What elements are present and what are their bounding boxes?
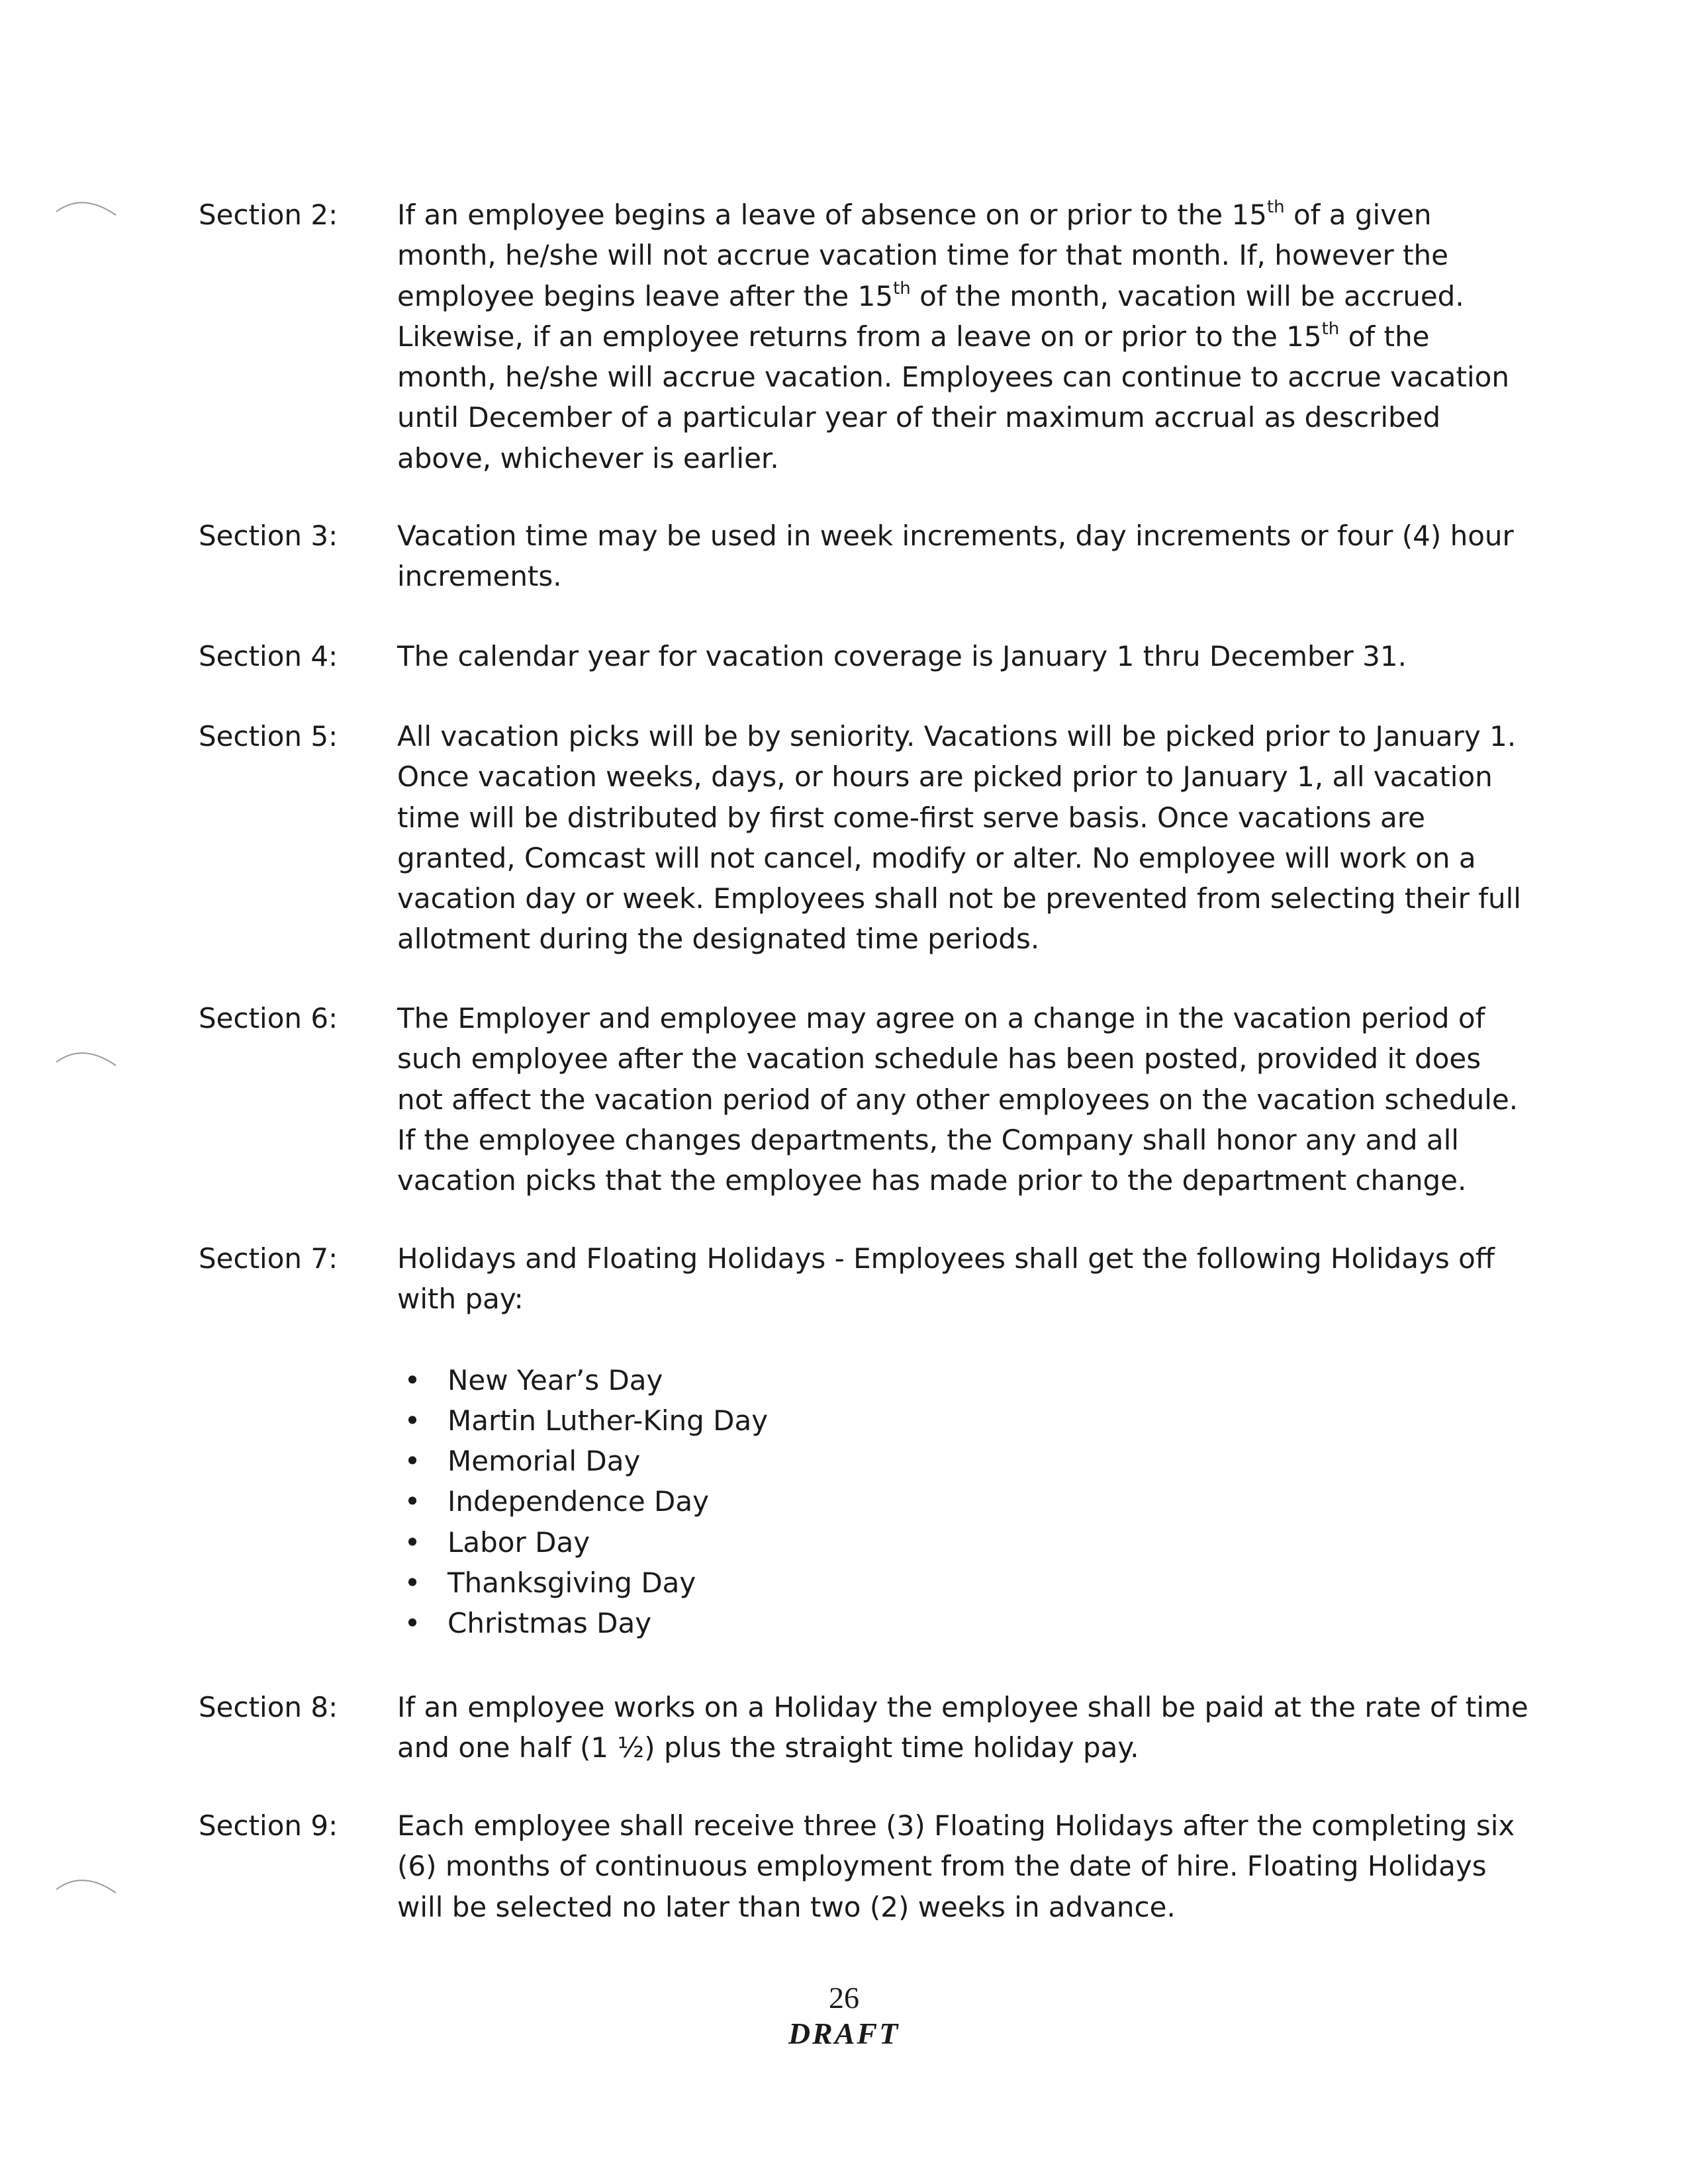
punch-mark xyxy=(53,1870,126,1896)
text-line: If the employee changes departments, the Company shall honor any and all xyxy=(397,1123,1459,1156)
text-line: month, he/she will accrue vacation. Employees can continue to accrue vacation xyxy=(397,361,1509,394)
bullet-icon: • xyxy=(404,1485,421,1518)
text-line: If an employee begins a leave of absence on or prior to the 15th of a given xyxy=(397,197,1432,231)
text-line: Each employee shall receive three (3) Floating Holidays after the completing six xyxy=(397,1809,1515,1842)
punch-mark xyxy=(53,192,126,218)
text-line: until December of a particular year of their maximum accrual as described xyxy=(397,401,1441,434)
text-line: time will be distributed by first come-first serve basis. Once vacations are xyxy=(397,801,1425,834)
bullet-icon: • xyxy=(404,1525,421,1559)
section-text xyxy=(397,716,1521,960)
text-line: above, whichever is earlier. xyxy=(397,441,779,475)
text-line: with pay: xyxy=(397,1283,524,1316)
section-label: Section 9: xyxy=(199,1809,338,1842)
section-4 xyxy=(199,636,1496,676)
text-line: granted, Comcast will not cancel, modify or alter. No employee will work on a xyxy=(397,841,1476,874)
section-label: Section 5: xyxy=(199,720,338,752)
section-label: Section 2: xyxy=(199,199,338,231)
text-line: and one half (1 ½) plus the straight time holiday pay. xyxy=(397,1731,1139,1764)
holiday-list xyxy=(397,1360,1496,1644)
list-item: • Labor Day xyxy=(397,1522,1496,1563)
section-3 xyxy=(199,516,1514,597)
text-line: employee begins leave after the 15th of the month, vacation will be accrued. xyxy=(397,278,1464,312)
text-line: month, he/she will not accrue vacation time for that month. If, however the xyxy=(397,239,1449,272)
text-line: Holidays and Floating Holidays - Employees shall get the following Holidays off xyxy=(397,1242,1495,1275)
section-label: Section 6: xyxy=(199,1002,338,1034)
bullet-icon: • xyxy=(404,1445,421,1478)
section-5 xyxy=(199,716,1521,960)
text-line: not affect the vacation period of any other employees on the vacation schedule. xyxy=(397,1083,1519,1116)
text-line: will be selected no later than two (2) weeks in advance. xyxy=(397,1890,1176,1923)
text-line: If an employee works on a Holiday the employee shall be paid at the rate of time xyxy=(397,1691,1528,1723)
section-6 xyxy=(199,998,1519,1201)
bullet-icon: • xyxy=(404,1567,421,1600)
section-label: Section 4: xyxy=(199,640,338,672)
section-text xyxy=(397,1238,1496,1644)
page-number: 26 xyxy=(829,1981,859,2015)
bullet-icon: • xyxy=(404,1363,421,1396)
section-text xyxy=(397,195,1509,478)
draft-label: DRAFT xyxy=(788,2017,900,2050)
text-line: All vacation picks will be by seniority. Vacations will be picked prior to January 1. xyxy=(397,720,1517,752)
bullet-icon: • xyxy=(404,1404,421,1437)
text-line: Once vacation weeks, days, or hours are picked prior to January 1, all vacation xyxy=(397,760,1493,794)
text-line: vacation day or week. Employees shall not be prevented from selecting their full xyxy=(397,882,1521,915)
section-label: Section 8: xyxy=(199,1691,338,1723)
section-text xyxy=(397,516,1514,597)
list-item: • Thanksgiving Day xyxy=(397,1563,1496,1603)
section-8 xyxy=(199,1687,1528,1768)
punch-mark xyxy=(53,1042,126,1069)
bullet-icon: • xyxy=(404,1607,421,1640)
list-item: • Independence Day xyxy=(397,1481,1496,1522)
section-text xyxy=(397,636,1496,676)
text-line: Likewise, if an employee returns from a leave on or prior to the 15th of the xyxy=(397,318,1430,353)
text-line: increments. xyxy=(397,560,562,593)
section-text xyxy=(397,998,1519,1201)
list-item: • Martin Luther-King Day xyxy=(397,1400,1496,1441)
list-item: • Memorial Day xyxy=(397,1441,1496,1481)
section-label: Section 7: xyxy=(199,1242,338,1275)
text-line: The calendar year for vacation coverage is January 1 thru December 31. xyxy=(397,640,1407,672)
section-text xyxy=(397,1805,1515,1927)
text-line: Vacation time may be used in week increments, day increments or four (4) hour xyxy=(397,520,1514,552)
section-9 xyxy=(199,1805,1515,1927)
text-line: The Employer and employee may agree on a change in the vacation period of xyxy=(397,1002,1485,1034)
section-2 xyxy=(199,195,1509,478)
section-text xyxy=(397,1687,1528,1768)
text-line: vacation picks that the employee has made prior to the department change. xyxy=(397,1164,1467,1197)
list-item: • Christmas Day xyxy=(397,1603,1496,1643)
text-line: allotment during the designated time periods. xyxy=(397,923,1040,956)
section-7 xyxy=(199,1238,1496,1644)
list-item: • New Year’s Day xyxy=(397,1360,1496,1400)
text-line: (6) months of continuous employment from the date of hire. Floating Holidays xyxy=(397,1850,1487,1883)
text-line: such employee after the vacation schedule has been posted, provided it does xyxy=(397,1042,1481,1075)
section-label: Section 3: xyxy=(199,520,338,552)
